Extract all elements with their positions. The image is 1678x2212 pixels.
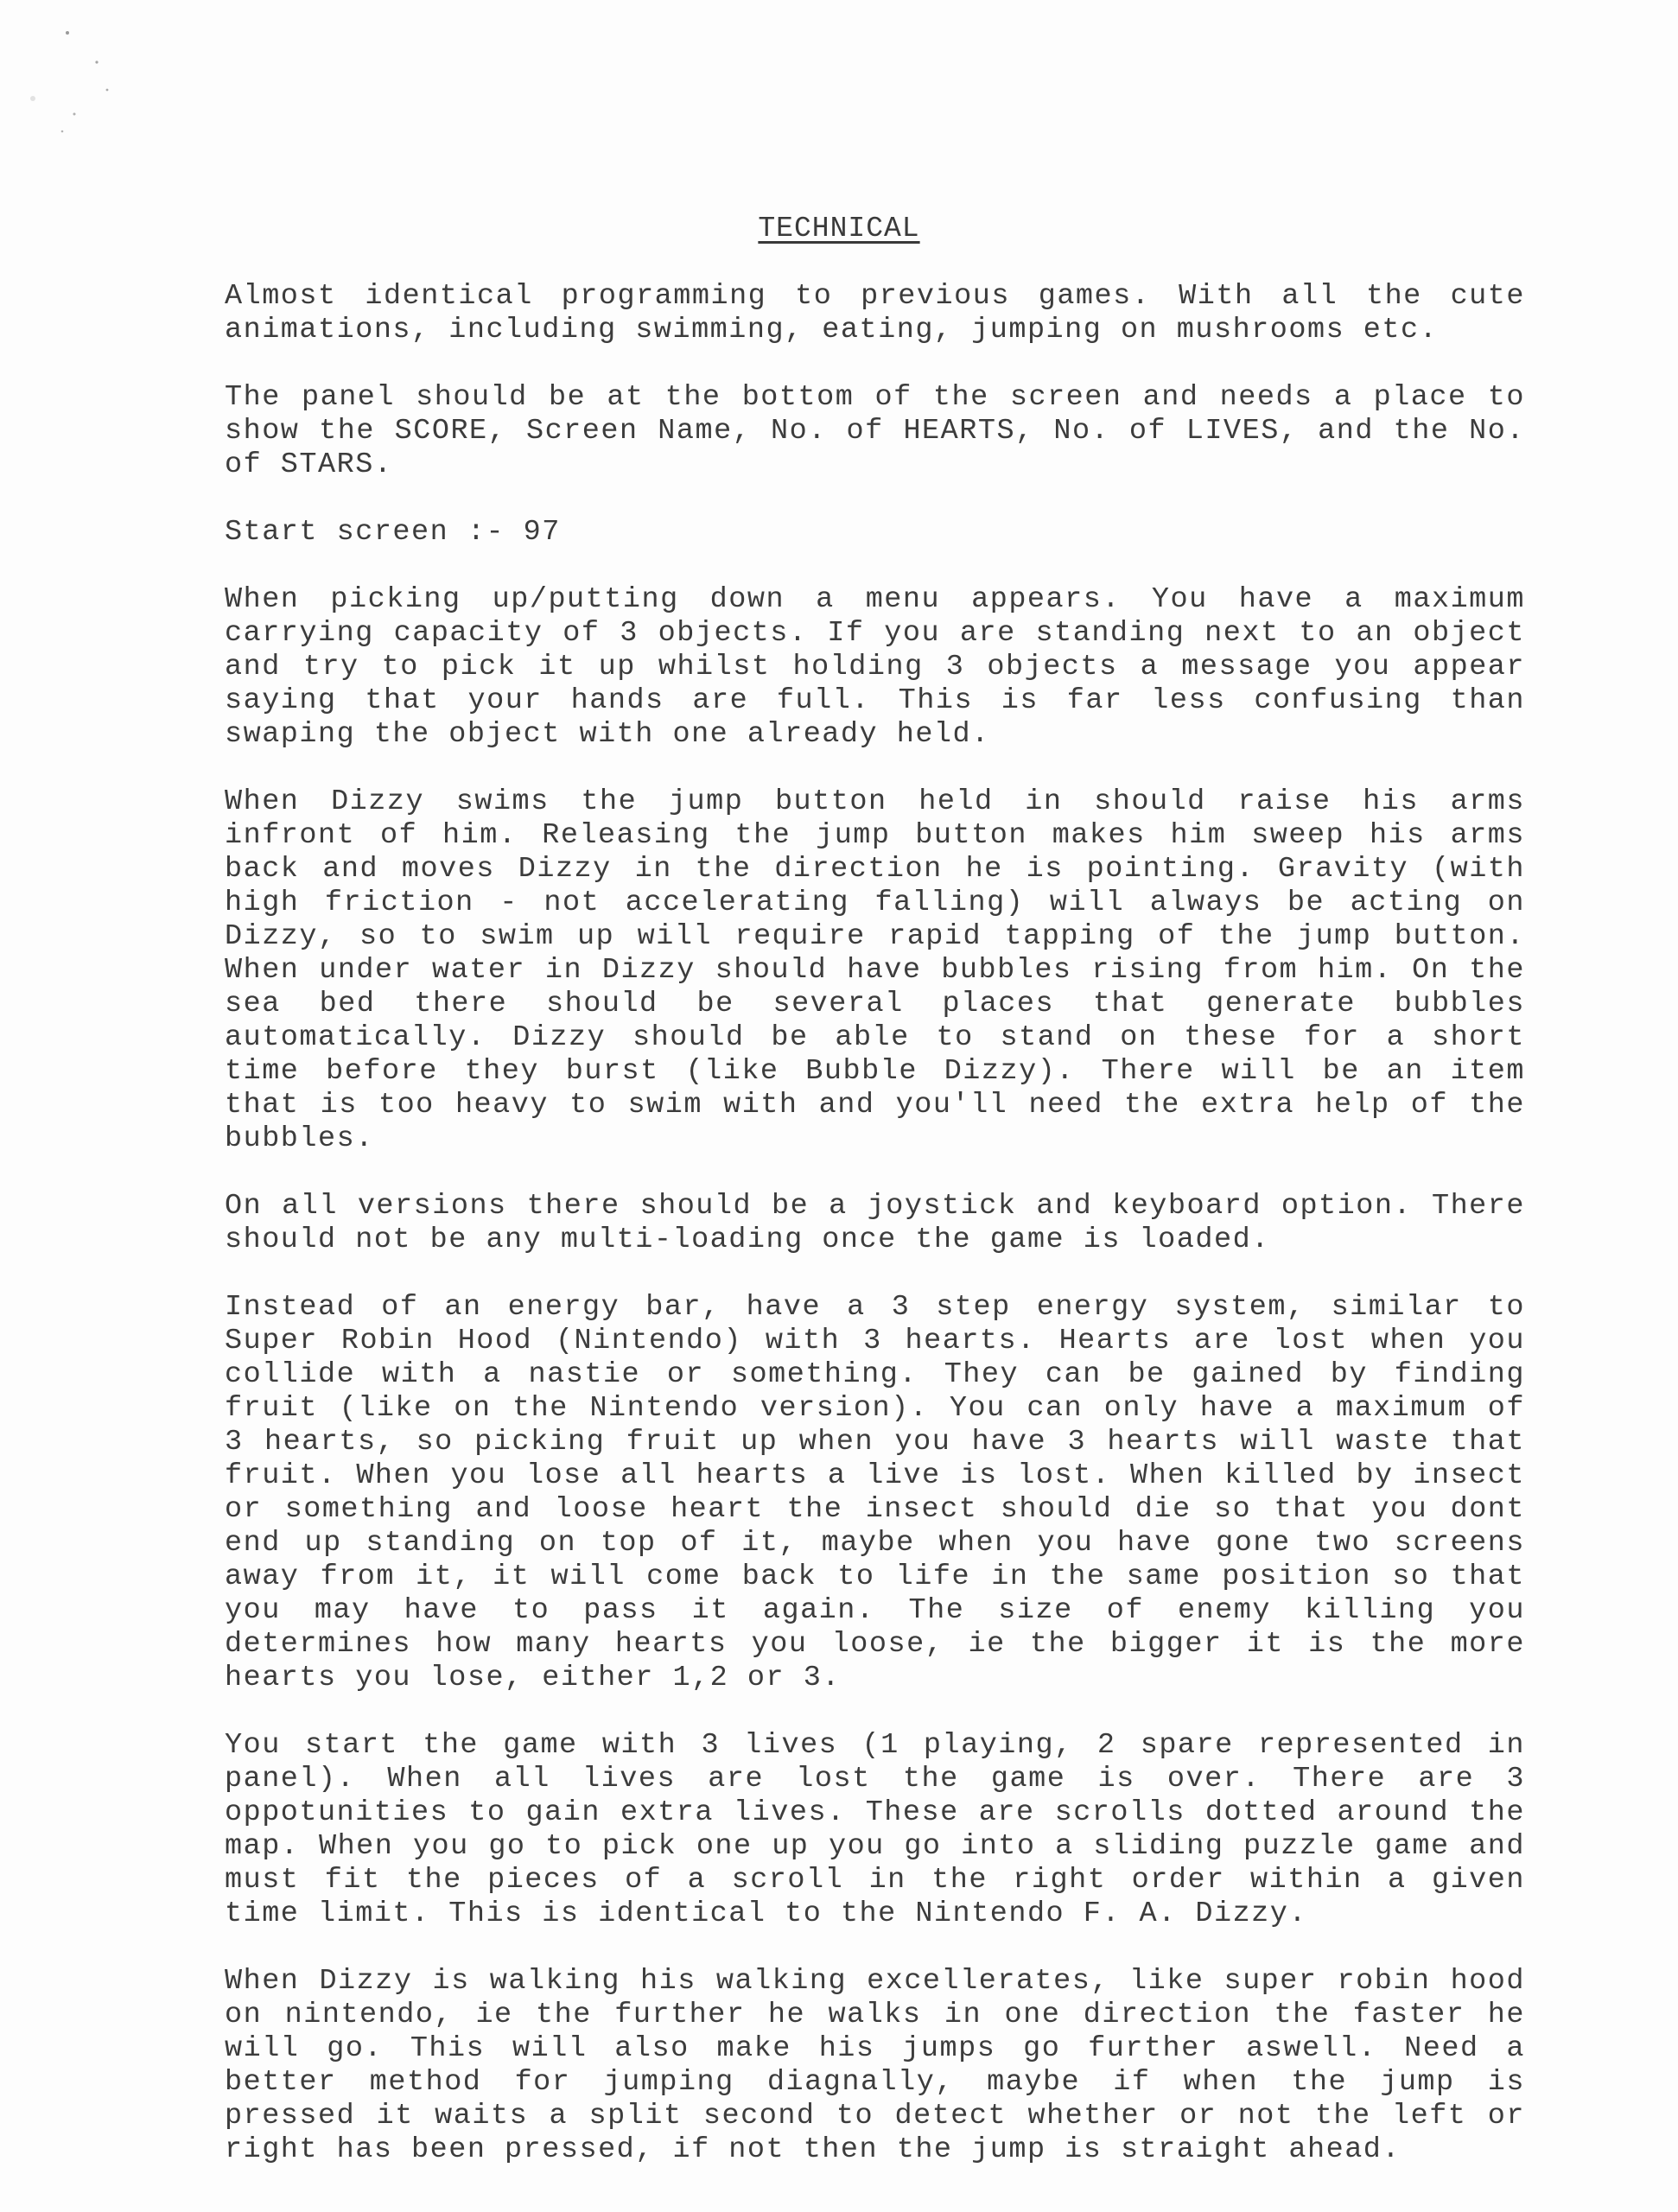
paragraph-programming: Almost identical programming to previous games. With all the cute animations, including swimming, eating, jumping on mushrooms etc. [225,280,1525,346]
paragraph-panel: The panel should be at the bottom of the screen and needs a place to show the SCORE, Screen Name, No. of HEARTS, No. of LIVES, and the No. of STARS. [225,381,1525,481]
paragraph-inventory: When picking up/putting down a menu appears. You have a maximum carrying capacity of 3 objects. If you are standing next to an object and try to pick it up whilst holding 3 objects a message you appear saying that your hands are full. This is far less confusing than swaping the object with one already held. [225,583,1525,751]
paragraph-swimming: When Dizzy swims the jump button held in should raise his arms infront of him. Releasing the jump button makes him sweep his arms back and moves Dizzy in the direction he is pointing. Gravity (with high friction - not accelerating falling) will always be acting on Dizzy, so to swim up will require rapid tapping of the jump button. When under water in Dizzy should have bubbles rising from him. On the sea bed there should be several places that generate bubbles automatically. Dizzy should be able to stand on these for a short time before they burst (like Bubble Dizzy). There will be an item that is too heavy to swim with and you'll need the extra help of the bubbles. [225,785,1525,1155]
page-heading [0,213,1678,245]
paragraph-controls: On all versions there should be a joystick and keyboard option. There should not be any multi-loading once the game is loaded. [225,1190,1525,1256]
paragraph-energy: Instead of an energy bar, have a 3 step energy system, similar to Super Robin Hood (Nintendo) with 3 hearts. Hearts are lost when you collide with a nastie or something. They can be gained by finding fruit (like on the Nintendo version). You can only have a maximum of 3 hearts, so picking fruit up when you have 3 hearts will waste that fruit. When you lose all hearts a live is lost. When killed by insect or something and loose heart the insect should die so that you dont end up standing on top of it, maybe when you have gone two screens away from it, it will come back to life in the same position so that you may have to pass it again. The size of enemy killing you determines how many hearts you loose, ie the bigger it is the more hearts you lose, either 1,2 or 3. [225,1291,1525,1694]
paragraph-start-screen: Start screen :- 97 [225,516,561,549]
paragraph-walking: When Dizzy is walking his walking excellerates, like super robin hood on nintendo, ie the further he walks in one direction the faster he will go. This will also make his jumps go further aswell. Need a better method for jumping diagnally, maybe if when the jump is pressed it waits a split second to detect whether or not the left or right has been pressed, if not then the jump is straight ahead. [225,1965,1525,2166]
scan-specks [26,17,130,156]
paragraph-lives: You start the game with 3 lives (1 playing, 2 spare represented in panel). When all lives are lost the game is over. There are 3 oppotunities to gain extra lives. These are scrolls dotted around the map. When you go to pick one up you go into a sliding puzzle game and must fit the pieces of a scroll in the right order within a given time limit. This is identical to the Nintendo F. A. Dizzy. [225,1729,1525,1930]
heading-text: TECHNICAL [758,213,920,245]
document-body [225,280,1525,2201]
